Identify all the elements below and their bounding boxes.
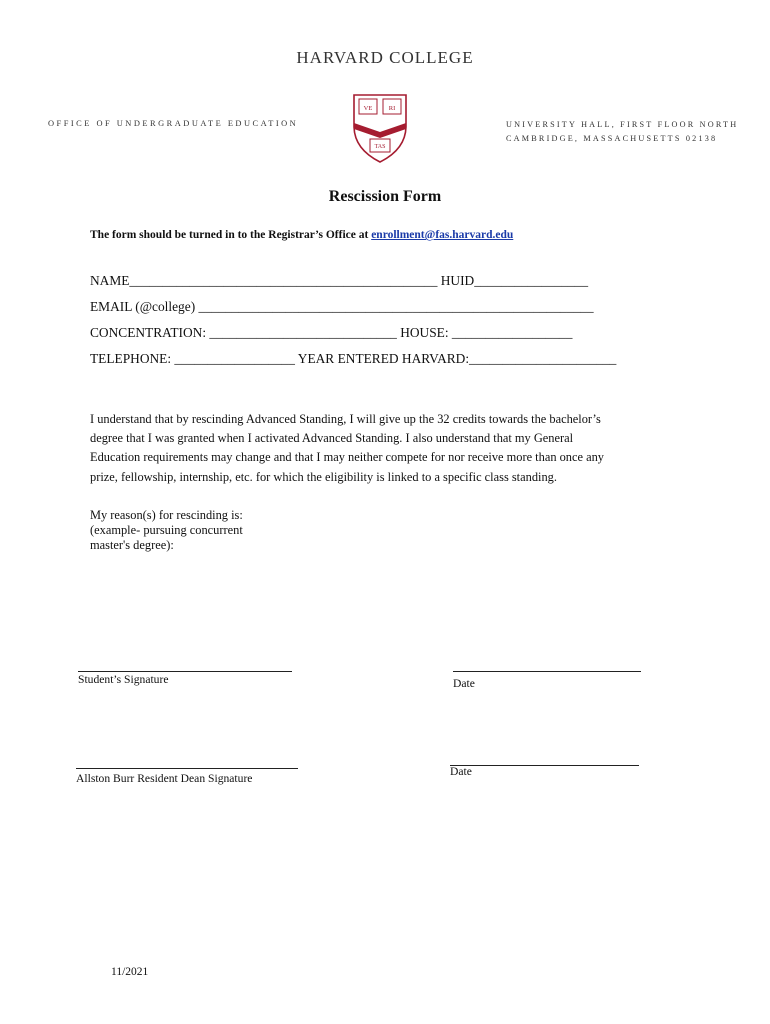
student-date-label: Date — [453, 677, 475, 690]
statement-line: Education requirements may change and that I may neither compete for nor receive more than once any — [90, 450, 604, 465]
instruction-line — [90, 229, 513, 241]
statement-line: I understand that by rescinding Advanced Standing, I will give up the 32 credits towards the bachelor’s — [90, 412, 601, 426]
email-field[interactable]: EMAIL (@college) ___________________________________________________________ — [90, 299, 594, 314]
telephone-year-field[interactable]: TELEPHONE: __________________ YEAR ENTERED HARVARD:______________________ — [90, 351, 617, 366]
dean-signature-label: Allston Burr Resident Dean Signature — [76, 772, 253, 785]
registrar-email-link[interactable]: enrollment@fas.harvard.edu — [371, 229, 514, 241]
address-line-1: UNIVERSITY HALL, FIRST FLOOR NORTH — [506, 120, 739, 129]
reason-line: master's degree): — [90, 538, 174, 552]
shield-text-tas: TAS — [374, 144, 386, 150]
footer-date: 11/2021 — [111, 966, 149, 978]
dean-date-label: Date — [450, 765, 472, 778]
shield-text-ri: RI — [388, 105, 396, 112]
shield-text-ve: VE — [363, 105, 373, 112]
dean-date-line[interactable] — [450, 765, 639, 766]
harvard-shield-logo — [350, 92, 410, 164]
address-line-2: CAMBRIDGE, MASSACHUSETTS 02138 — [506, 134, 718, 143]
student-signature-line[interactable] — [78, 671, 292, 672]
reason-line: (example- pursuing concurrent — [90, 523, 243, 537]
reason-line: My reason(s) for rescinding is: — [90, 508, 243, 522]
statement-line: degree that I was granted when I activated Advanced Standing. I also understand that my General — [90, 431, 574, 446]
college-name: HARVARD COLLEGE — [296, 48, 474, 67]
statement-line: prize, fellowship, internship, etc. for which the eligibility is linked to a specific class standing. — [90, 469, 557, 484]
reason-prompt — [90, 508, 243, 553]
name-huid-field[interactable]: NAME______________________________________________ HUID_________________ — [90, 273, 589, 288]
concentration-house-field[interactable]: CONCENTRATION: ____________________________ HOUSE: __________________ — [90, 325, 573, 340]
student-date-line[interactable] — [453, 671, 641, 672]
office-address — [506, 118, 738, 146]
student-signature-label: Student’s Signature — [78, 673, 169, 686]
statement-paragraph — [90, 410, 680, 487]
dean-signature-line[interactable] — [76, 768, 298, 769]
office-name: OFFICE OF UNDERGRADUATE EDUCATION — [48, 119, 299, 128]
form-title: Rescission Form — [328, 188, 442, 205]
instruction-text: The form should be turned in to the Registrar’s Office at — [90, 229, 372, 241]
